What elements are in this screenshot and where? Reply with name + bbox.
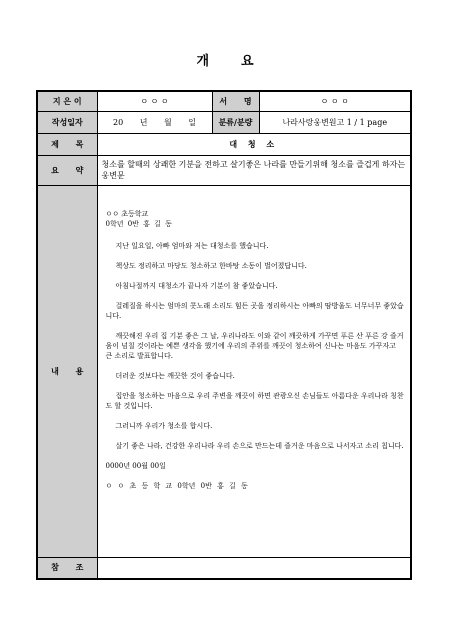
paragraph-1: 지난 일요일, 아빠 엄마와 저는 대청소를 했습니다. — [115, 241, 269, 250]
date-value: 20 년 월 일 — [97, 111, 212, 133]
subject-label: 제 목 — [37, 133, 97, 155]
paragraph-4: 걸레질을 하시는 엄마의 콧노래 소리도 힘든 곳을 정리하시는 아빠의 땀방울도 너무너무 좋았습니다. — [105, 301, 404, 320]
author-row — [37, 91, 411, 111]
content-label: 내 용 — [37, 185, 97, 557]
title-right-char: 요 — [241, 54, 254, 69]
paragraph-3: 아침나절까지 대청소가 끝나자 기분이 참 좋았습니다. — [115, 281, 278, 290]
sign-label: 서 명 — [212, 91, 259, 111]
reference-row — [37, 557, 411, 579]
paragraph-9: 살기 좋은 나라, 건강한 우리나라 우리 손으로 만드는데 즐거운 마음으로 나서자고 소리 칩니다. — [115, 441, 404, 450]
content-body — [97, 185, 411, 557]
paragraph-5: 깨끗해진 우리 집 기분 좋은 그 날, 우리나라도 이와 같이 깨끗하게 가꾸면 푸른 산 푸른 강 즐거움이 넘칠 것이라는 예쁜 생각을 했기에 우리의 주위를 깨끗이 청소하여 신나는 마음도 가꾸자고 큰 소리로 발표합니다. — [105, 331, 404, 360]
category-value: 나라사랑웅변원고 1 / 1 page — [259, 111, 411, 133]
school-name: ㅇㅇ 초등학교 — [105, 209, 149, 218]
title-left-char: 개 — [196, 54, 209, 69]
date-label: 작성일자 — [37, 111, 97, 133]
paragraph-2: 책상도 정리하고 마당도 청소하고 한바탕 소동이 벌어졌답니다. — [115, 261, 307, 270]
subject-row — [37, 133, 411, 155]
reference-label: 참 조 — [37, 557, 97, 579]
reference-value — [97, 557, 411, 579]
author-label: 지 은 이 — [37, 91, 97, 111]
summary-label: 요 약 — [37, 155, 97, 185]
paragraph-6: 더러운 것보다는 깨끗한 것이 좋습니다. — [115, 371, 235, 380]
overview-form-table — [36, 90, 412, 580]
sign-value: ㅇ ㅇ ㅇ — [259, 91, 411, 111]
paragraph-7: 집안을 청소하는 마음으로 우리 주변을 깨끗이 하면 관광오신 손님들도 아름다운 우리나라 칭찬도 할 것입니다. — [105, 391, 404, 410]
signature-line: ㅇ ㅇ 초 등 학 교 0학년 0반 홍 길 동 — [105, 481, 248, 490]
document-title — [0, 50, 450, 69]
category-label: 분류/분량 — [212, 111, 259, 133]
author-value: ㅇ ㅇ ㅇ — [97, 91, 212, 111]
summary-row — [37, 155, 411, 185]
paragraph-8: 그러니까 우리가 청소를 합시다. — [115, 421, 213, 430]
subject-value: 대 청 소 — [97, 133, 411, 155]
date-row — [37, 111, 411, 133]
content-row — [37, 185, 411, 557]
summary-value: 청소를 할때의 상쾌한 기분을 전하고 살기좋은 나라를 만들기위해 청소를 즐겁게 하자는 웅변문 — [97, 155, 411, 185]
student-name: 0학년 0반 홍 길 동 — [105, 219, 172, 228]
date-line: 0000년 00월 00일 — [105, 461, 166, 470]
